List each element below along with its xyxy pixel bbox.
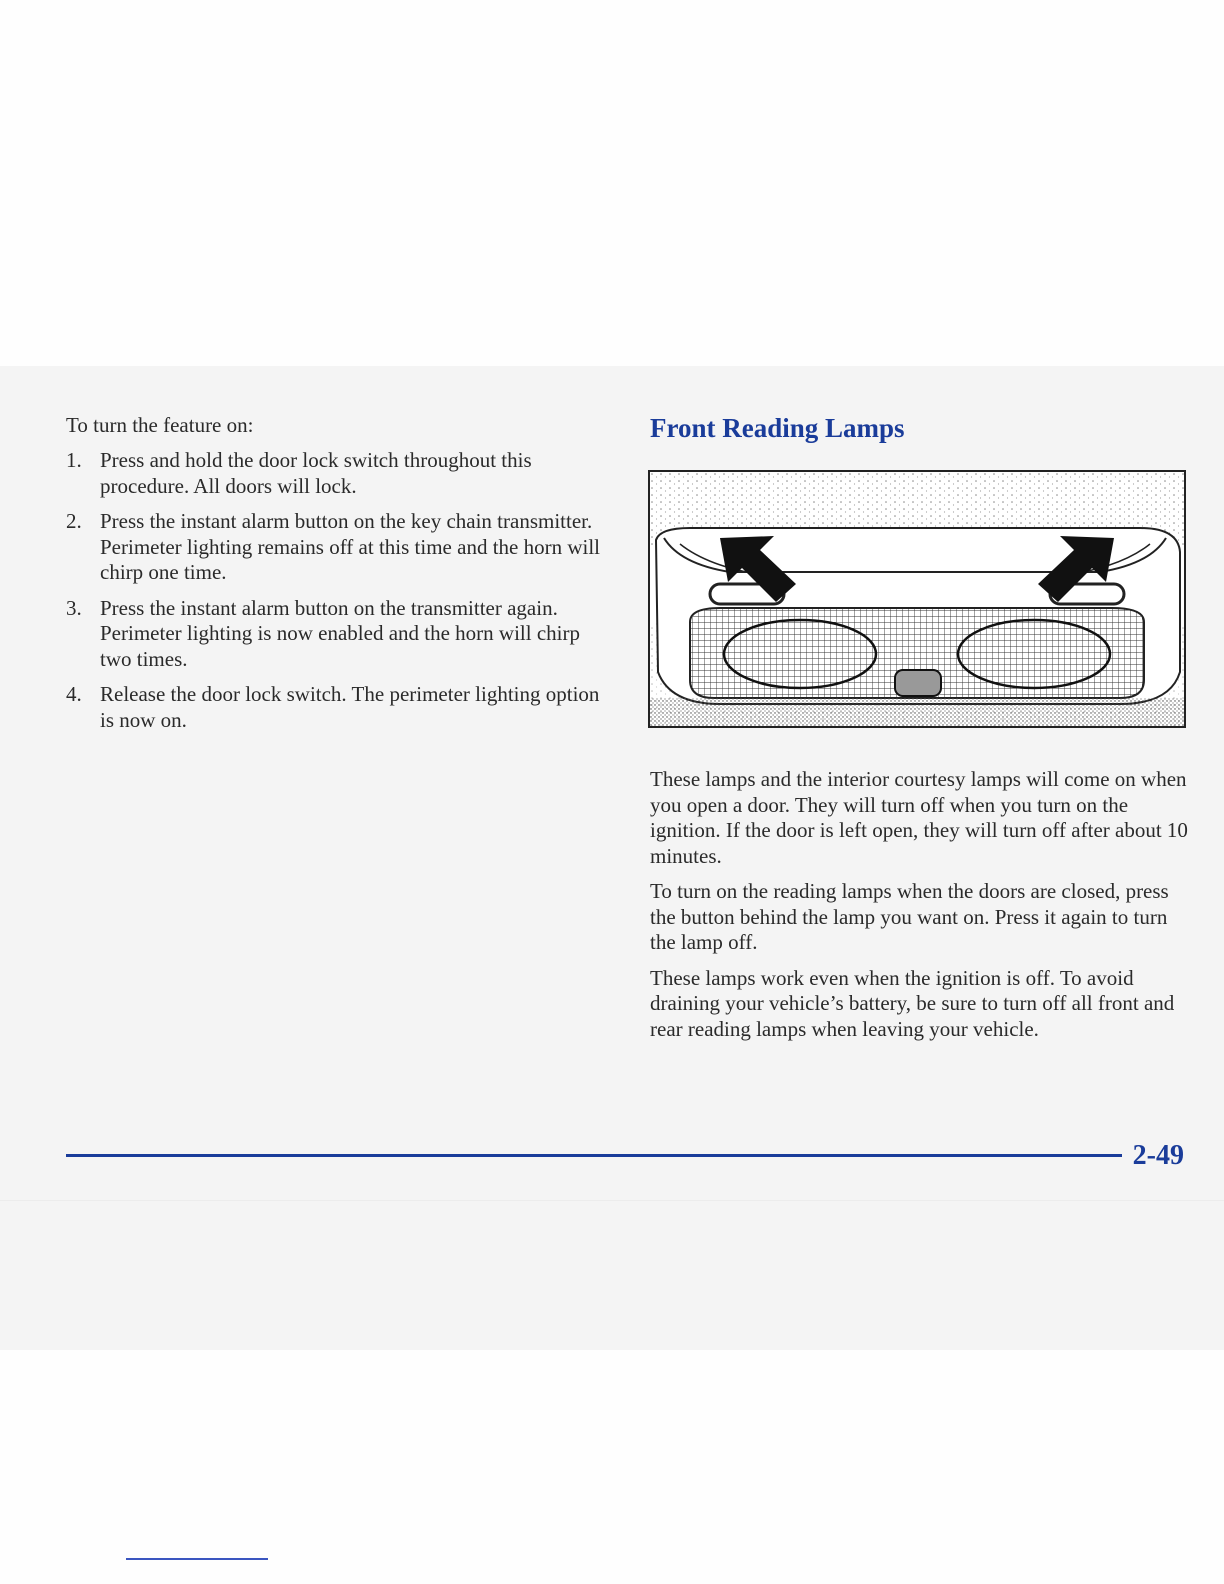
page-number: 2-49 (1132, 1140, 1184, 1171)
step-text: Press and hold the door lock switch throughout this procedure. All doors will lock. (100, 448, 532, 498)
reading-lamps-drawing (650, 472, 1184, 726)
footer-rule (66, 1154, 1122, 1157)
section-heading: Front Reading Lamps (650, 413, 905, 443)
right-map-lens (958, 620, 1110, 688)
right-column (650, 410, 1190, 446)
step-number: 4. (66, 682, 82, 706)
step-number: 1. (66, 448, 82, 472)
step-text: Press the instant alarm button on the key chain transmitter. Perimeter lighting remains off at this time and the horn will chirp one time. (100, 509, 601, 584)
paragraph: These lamps and the interior courtesy lamps will come on when you open a door. They will turn off when you turn on the ignition. If the door is left open, they will turn off after about 10 minutes. (650, 767, 1188, 868)
list-item (66, 682, 606, 733)
reading-lamps-illustration (648, 470, 1186, 728)
center-button (895, 670, 941, 696)
step-number: 2. (66, 509, 82, 533)
divider (126, 1558, 268, 1560)
intro-text: To turn the feature on: (66, 413, 254, 437)
left-map-lens (724, 620, 876, 688)
list-item (66, 596, 606, 673)
steps-list (66, 448, 606, 733)
section-body (650, 767, 1190, 1052)
paragraph: These lamps work even when the ignition is off. To avoid draining your vehicle’s battery, be sure to turn off all front and rear reading lamps when leaving your vehicle. (650, 965, 1175, 1041)
step-text: Release the door lock switch. The perimeter lighting option is now on. (100, 682, 600, 732)
step-text: Press the instant alarm button on the transmitter again. Perimeter lighting is now enabled and the horn will chirp two times. (100, 595, 580, 671)
list-item (66, 509, 606, 586)
step-number: 3. (66, 595, 82, 620)
divider (0, 1200, 1224, 1201)
paragraph: To turn on the reading lamps when the doors are closed, press the button behind the lamp you want on. Press it again to turn the lamp off. (650, 879, 1169, 954)
list-item (66, 448, 606, 499)
left-column (66, 412, 606, 743)
